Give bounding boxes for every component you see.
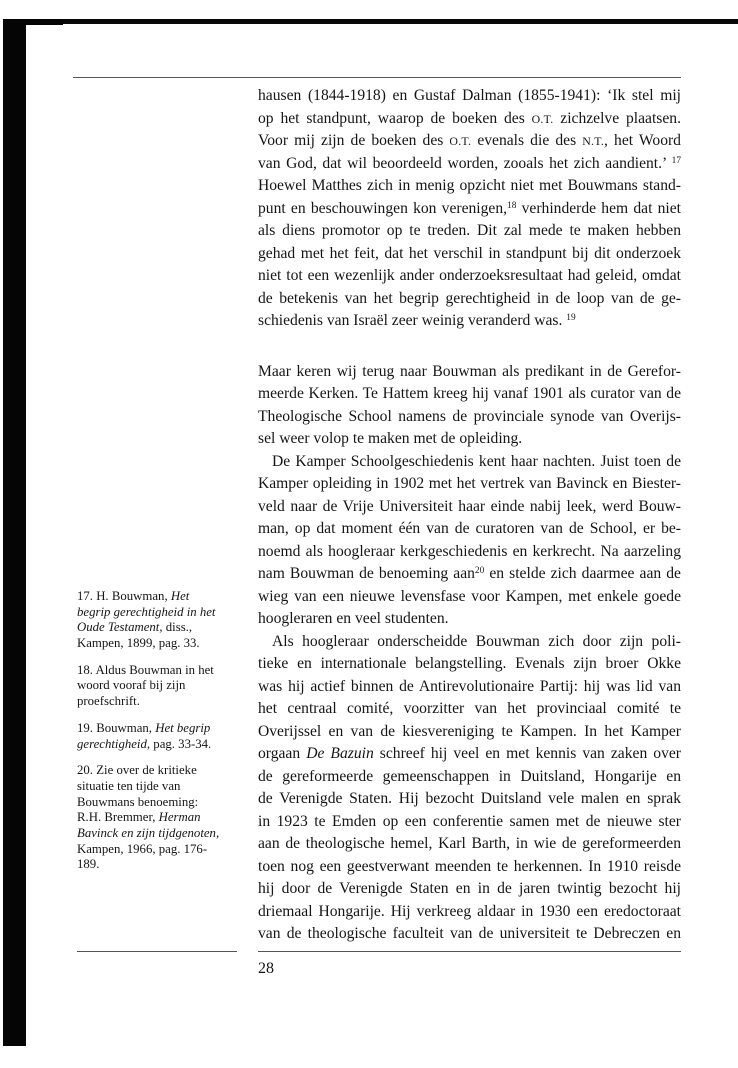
text-run: zichzelve plaatsen. [553,109,681,127]
text-run: de Verenigde Staten. Hij bezocht Duitsland vele malen en sprak [258,790,681,807]
footnote-line [77,795,247,811]
text-run: De Kamper Schoolgeschiedenis kent haar nachten. Juist toen de [272,452,681,470]
text-run: Maar keren wij terug naar Bouwman als predikant in de Gerefor- [258,362,681,380]
text-line [258,743,681,766]
text-run: proefschrift. [77,694,140,709]
text-run: was hij actief binnen de Antirevolutionaire Partij: hij was lid van [258,677,681,695]
text-line [258,175,681,198]
text-line [258,153,681,176]
footnote-line [77,857,247,873]
text-run: wieg van een nieuwe levensfase voor Kampen, met enkele goede [258,587,681,605]
text-run: toen nog een geestverwant meenden te herkennen. In 1910 reisde [258,857,681,875]
paragraph [258,361,681,451]
italic-text: De Bazuin [306,745,374,762]
small-caps-text: O.T. [531,111,554,126]
text-run: 20. Zie over de kritieke [77,763,197,778]
text-run: meerde Kerken. Te Hattem kreeg hij vanaf 1901 als curator van de [258,385,681,402]
italic-text: begrip gerechtigheid in het [77,604,216,619]
text-run: aan de theologische hemel, Karl Barth, in wie de gereformeerden [258,835,681,852]
italic-text: Het [170,589,190,603]
scan-border-left [3,20,26,1046]
text-line [258,856,681,879]
text-line [258,288,681,311]
text-run: hausen (1844-1918) en Gustaf Dalman (1855-1941): ‘Ik stel mij [258,87,681,104]
text-line [258,541,681,564]
text-run: schiedenis van Israël zeer weinig veranderd was. [258,312,567,329]
footnote-line [77,737,247,753]
footnote-line [77,694,247,710]
text-run: het centraal comité, voorzitter van het provinciaal comité te [258,700,681,717]
text-run: de betekenis van het begrip gerechtigheid in de loop van de ge- [258,289,681,307]
text-run: sel weer volop te maken met de opleiding. [258,430,523,447]
footnote-line [77,779,247,795]
main-text-column [258,85,681,946]
text-run: als diens promotor op te treden. Dit zal mede te maken hebben [258,222,681,239]
text-line [258,563,681,586]
text-line [258,451,681,474]
text-line [258,383,681,406]
text-line [258,608,681,631]
text-run: verhinderde hem dat niet [516,199,681,217]
text-line [258,586,681,609]
italic-text: Bavinck en zijn tijdgenoten, [77,825,220,840]
text-line [258,428,681,451]
text-line [258,198,681,221]
footnote [77,589,247,652]
text-line [258,698,681,721]
page-number: 28 [258,960,274,977]
text-run: Kampen, 1899, pag. 33. [77,636,200,651]
italic-text: Het begrip [155,720,211,735]
text-line [258,923,681,946]
paragraph [258,631,681,946]
italic-text: gerechtigheid [77,736,147,751]
paragraph [258,85,681,333]
text-run: Kampen, 1966, pag. 176- [77,841,208,856]
italic-text: Oude Testament, [77,620,163,635]
text-run: hij door de Verenigde Staten en in de jaren twintig bezocht hij [258,880,681,897]
text-run: schreef hij veel en met kennis van zaken over [373,745,681,762]
text-run: punt en beschouwingen kon verenigen, [258,199,508,217]
text-line [258,243,681,266]
text-run: niet tot een wezenlijk ander onderzoeksresultaat had geleid, omdat [258,267,681,284]
scan-border-top [3,19,738,24]
text-line [258,220,681,243]
paragraph [258,451,681,631]
text-line [258,108,681,131]
text-run: Voor mij zijn de boeken des [258,132,450,149]
text-run: orgaan [258,745,307,762]
text-run: man, op dat moment één van de curatoren van de School, er be- [258,520,681,537]
footnote [77,763,247,873]
italic-text: Herman [158,810,201,825]
text-line [258,833,681,856]
text-run: Hoewel Matthes zich in menig opzicht niet met Bouwmans stand- [258,177,681,194]
text-run: Overijssel en van de kiesvereniging te Kampen. In het Kamper [258,722,681,740]
text-run: , pag. 33-34. [146,736,212,751]
text-run: noemd als hoogleraar kerkgeschiedenis en kerkrecht. Na aarzeling [258,542,681,560]
footnote [77,663,247,710]
text-line [258,406,681,429]
text-run: 19. Bouwman, [77,720,156,735]
footnote-line [77,826,247,842]
text-run: Als hoogleraar onderscheidde Bouwman zich door zijn poli- [272,632,681,650]
footnote-footer-rule [77,951,237,952]
footnote-line [77,620,247,636]
text-run: Theologische School namens de provinciale synode van Overijs- [258,407,681,425]
text-line [258,653,681,676]
footnotes-column [77,589,247,884]
footnote-line [77,810,247,826]
text-line [258,473,681,496]
text-run: driemaal Hongarije. Hij verkreeg aldaar in 1930 een eredoctoraat [258,902,681,920]
text-run: op het standpunt, waarop de boeken des [258,109,532,127]
footnote-ref: 19 [566,312,576,323]
text-line [258,310,681,333]
footnote-line [77,636,247,652]
header-rule [73,77,681,78]
text-run: van de theologische faculteit van de universiteit te Debreczen en [258,925,681,942]
text-run: Bouwmans benoeming: [77,794,199,809]
text-run: R.H. Bremmer, [77,810,159,825]
text-run: 18. Aldus Bouwman in het [77,662,214,677]
text-run: diss., [162,620,193,635]
text-run: veld naar de Vrije Universiteit haar einde nabij leek, werd Bouw- [258,497,681,515]
text-line [258,901,681,924]
footnote-line [77,663,247,679]
main-footer-rule [258,951,681,952]
text-line [258,361,681,384]
text-line [258,130,681,153]
text-line [258,721,681,744]
text-run: de gereformeerde gemeenschappen in Duitsland, Hongarije en [258,767,681,785]
text-line [258,676,681,699]
text-line [258,265,681,288]
text-run: situatie ten tijde van [77,778,181,793]
text-run: van God, dat wil beoordeeld worden, zooals het zich aandient.’ [258,154,672,172]
text-run: , het Woord [604,132,681,149]
small-caps-text: N.T. [582,134,605,148]
text-line [258,766,681,789]
text-line [258,811,681,834]
footnote [77,721,247,752]
footnote-ref: 18 [507,200,517,211]
text-run: 189. [77,857,100,872]
text-run: woord vooraf bij zijn [77,678,186,693]
text-run: gehad met het feit, dat het verschil in standpunt bij dit onderzoek [258,244,681,262]
footnote-line [77,589,247,605]
text-run: hoogleraren en veel studenten. [258,610,449,627]
text-run: evenals die des [471,132,583,149]
text-line [258,878,681,901]
small-caps-text: O.T. [449,134,472,148]
footnote-line [77,763,247,779]
footnote-line [77,842,247,858]
text-line [258,788,681,811]
text-line [258,631,681,654]
text-line [258,518,681,541]
footnote-line [77,678,247,694]
text-run: nam Bouwman de benoeming aan [258,565,475,582]
text-run: en stelde zich daarmee aan de [484,565,681,582]
footnote-ref: 17 [671,155,681,166]
text-line [258,496,681,519]
text-run: in 1923 te Emden op een conferentie samen met de nieuwe ster [258,812,681,830]
text-run: tieke en internationale belangstelling. Evenals zijn broer Okke [258,655,681,672]
text-run: 17. H. Bouwman, [77,589,171,603]
footnote-ref: 20 [474,565,485,576]
text-run: Kamper opleiding in 1902 met het vertrek van Bavinck en Biester- [258,475,681,492]
text-line [258,85,681,108]
footnote-line [77,605,247,621]
footnote-line [77,721,247,737]
